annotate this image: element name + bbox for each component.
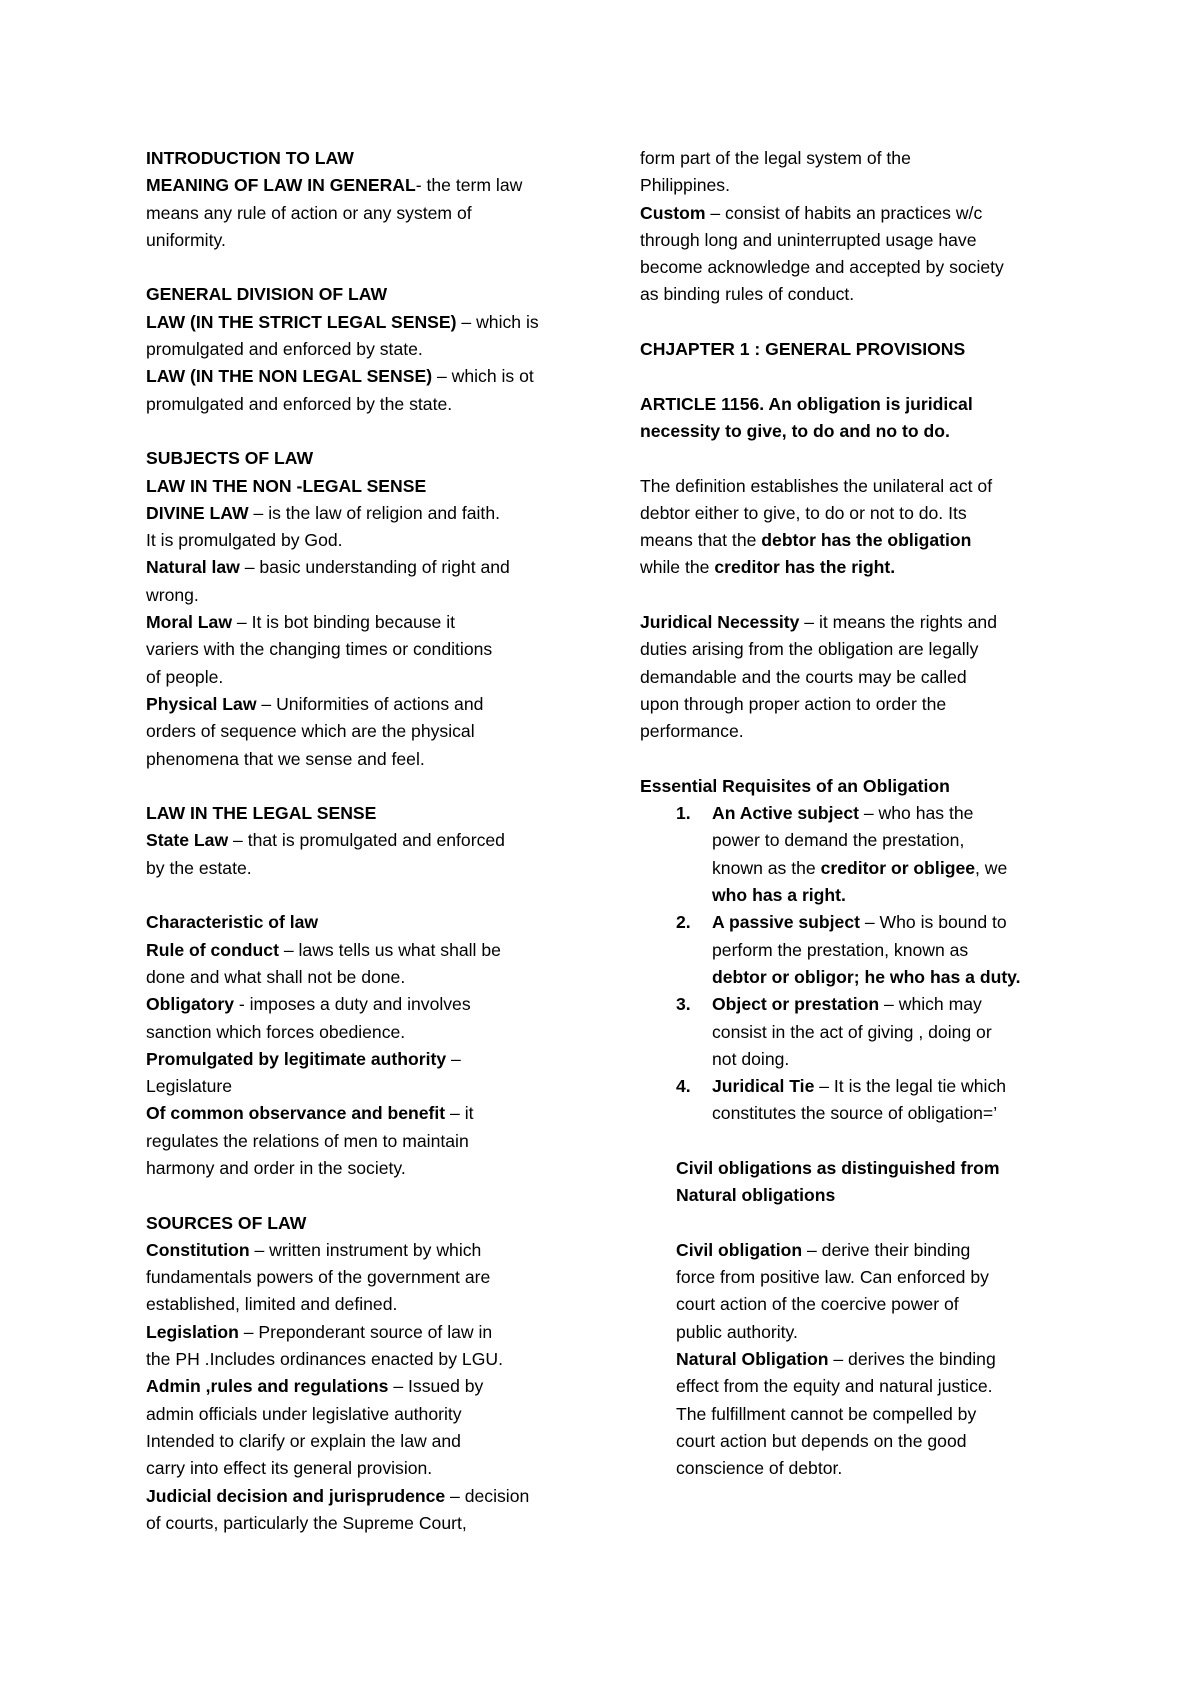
state-line-1	[146, 827, 586, 854]
civil-term: Civil obligation	[676, 1239, 803, 1260]
civil-line-1	[676, 1237, 1080, 1264]
continuation-line-1: form part of the legal system of the	[640, 148, 911, 168]
spacer	[146, 882, 586, 909]
custom-line-3: become acknowledge and accepted by society	[640, 257, 1004, 278]
physical-term: Physical Law	[146, 693, 257, 714]
requisite-line: consist in the act of giving , doing or	[712, 1021, 992, 1042]
legal-sense-title: LAW IN THE LEGAL SENSE	[146, 803, 377, 824]
spacer	[640, 1128, 1080, 1155]
judicial-term: Judicial decision and jurisprudence	[146, 1485, 446, 1506]
common-term: Of common observance and benefit	[146, 1103, 446, 1124]
physical-text: – Uniformities of actions and	[256, 693, 484, 714]
moral-text: – It is bot binding because it	[232, 612, 456, 633]
civil-line-3: court action of the coercive power of	[676, 1294, 959, 1315]
characteristic-title: Characteristic of law	[146, 912, 319, 933]
definition-text: means that the	[640, 530, 762, 551]
natural-obligation-line-3: The fulfillment cannot be compelled by	[676, 1403, 977, 1424]
requisite-line	[712, 800, 1080, 827]
requisite-line: debtor or obligor; he who has a duty.	[712, 966, 1021, 987]
admin-line-4: carry into effect its general provision.	[146, 1458, 433, 1479]
strict-text: – which is	[456, 311, 539, 332]
requisites-title: Essential Requisites of an Obligation	[640, 775, 950, 796]
natural-term: Natural law	[146, 557, 240, 578]
common-line-1	[146, 1100, 586, 1127]
physical-line-1	[146, 691, 586, 718]
moral-term: Moral Law	[146, 612, 233, 633]
natural-text: – basic understanding of right and	[239, 557, 510, 578]
general-division-title: GENERAL DIVISION OF LAW	[146, 284, 388, 305]
natural-obligation-text: – derives the binding	[828, 1349, 996, 1370]
state-term: State Law	[146, 830, 229, 851]
moral-line-2: variers with the changing times or conditions	[146, 639, 493, 660]
requisite-term: Juridical Tie	[712, 1076, 815, 1097]
spacer	[146, 773, 586, 800]
requisite-text: known as the	[712, 857, 821, 878]
moral-line-1	[146, 609, 586, 636]
obligation-types-block	[640, 1155, 1080, 1483]
requisite-text: – which may	[879, 994, 982, 1015]
admin-term: Admin ,rules and regulations	[146, 1376, 389, 1397]
divine-line-1	[146, 500, 586, 527]
requisite-text: – Who is bound to	[859, 912, 1007, 933]
conduct-line-1	[146, 937, 586, 964]
promulgated-line-1	[146, 1046, 586, 1073]
meaning-line-1	[146, 172, 586, 199]
civil-vs-natural-line-1: Civil obligations as distinguished from	[676, 1157, 1000, 1178]
list-number: 3.	[676, 994, 691, 1015]
custom-text: – consist of habits an practices w/c	[705, 202, 983, 223]
definition-line-3	[640, 527, 1080, 554]
admin-line-2: admin officials under legislative authority	[146, 1403, 462, 1424]
continuation-line-2: Philippines.	[640, 175, 730, 196]
definition-emphasis: creditor has the right.	[714, 557, 896, 578]
nonlegal-line-2: promulgated and enforced by the state.	[146, 393, 453, 414]
civil-line-2: force from positive law. Can enforced by	[676, 1267, 989, 1288]
meaning-text: - the term law	[415, 175, 523, 196]
juridical-text: – it means the rights and	[799, 612, 997, 633]
juridical-line-5: performance.	[640, 721, 744, 742]
natural-obligation-term: Natural Obligation	[676, 1349, 829, 1370]
nonlegal-term: LAW (IN THE NON LEGAL SENSE)	[146, 366, 433, 387]
divine-line-2: It is promulgated by God.	[146, 530, 343, 551]
natural-line-2: wrong.	[146, 584, 199, 605]
custom-term: Custom	[640, 202, 706, 223]
right-column	[640, 145, 1080, 1483]
requisite-text: – It is the legal tie which	[814, 1076, 1007, 1097]
definition-emphasis: debtor has the obligation	[761, 530, 972, 551]
moral-line-3: of people.	[146, 666, 224, 687]
natural-obligation-line-4: court action but depends on the good	[676, 1430, 967, 1451]
common-line-2: regulates the relations of men to maintain	[146, 1130, 469, 1151]
legislation-term: Legislation	[146, 1321, 239, 1342]
strict-term: LAW (IN THE STRICT LEGAL SENSE)	[146, 311, 457, 332]
divine-term: DIVINE LAW	[146, 502, 249, 523]
promulgated-line-2: Legislature	[146, 1076, 233, 1097]
civil-vs-natural-line-2: Natural obligations	[676, 1185, 836, 1206]
non-legal-sense-title: LAW IN THE NON -LEGAL SENSE	[146, 475, 427, 496]
admin-line-1	[146, 1373, 586, 1400]
conduct-text: – laws tells us what shall be	[278, 939, 501, 960]
spacer	[640, 309, 1080, 336]
definition-text: while the	[640, 557, 715, 578]
natural-obligation-line-2: effect from the equity and natural justice.	[676, 1376, 993, 1397]
admin-text: – Issued by	[388, 1376, 484, 1397]
natural-obligation-line-1	[676, 1346, 1080, 1373]
requisite-item-1	[640, 800, 1080, 909]
judicial-line-2: of courts, particularly the Supreme Court,	[146, 1512, 467, 1533]
nonlegal-text: – which is ot	[432, 366, 534, 387]
common-text: – it	[445, 1103, 474, 1124]
juridical-line-1	[640, 609, 1080, 636]
custom-line-1	[640, 200, 1080, 227]
juridical-term: Juridical Necessity	[640, 612, 800, 633]
requisite-item-4	[640, 1073, 1080, 1128]
spacer	[640, 363, 1080, 390]
meaning-line-3: uniformity.	[146, 229, 226, 250]
strict-line-2: promulgated and enforced by state.	[146, 339, 423, 360]
civil-text: – derive their binding	[802, 1239, 971, 1260]
state-text: – that is promulgated and enforced	[228, 830, 505, 851]
intro-title: INTRODUCTION TO LAW	[146, 148, 354, 168]
natural-line-1	[146, 554, 586, 581]
strict-line-1	[146, 309, 586, 336]
spacer	[640, 746, 1080, 773]
juridical-line-3: demandable and the courts may be called	[640, 666, 967, 687]
constitution-term: Constitution	[146, 1239, 250, 1260]
promulgated-term: Promulgated by legitimate authority	[146, 1048, 447, 1069]
left-column	[146, 145, 586, 1537]
spacer	[676, 1210, 1080, 1237]
judicial-text: – decision	[445, 1485, 530, 1506]
requisite-line	[712, 1073, 1080, 1100]
juridical-line-2: duties arising from the obligation are legally	[640, 639, 979, 660]
subjects-title: SUBJECTS OF LAW	[146, 448, 314, 469]
spacer	[146, 1182, 586, 1209]
juridical-line-4: upon through proper action to order the	[640, 693, 947, 714]
custom-line-2: through long and uninterrupted usage have	[640, 229, 977, 250]
requisite-line: power to demand the prestation,	[712, 830, 965, 851]
obligatory-term: Obligatory	[146, 994, 234, 1015]
promulgated-text: –	[446, 1048, 461, 1069]
requisite-item-3	[640, 991, 1080, 1073]
common-line-3: harmony and order in the society.	[146, 1157, 406, 1178]
chapter-title: CHJAPTER 1 : GENERAL PROVISIONS	[640, 339, 966, 360]
natural-obligation-line-5: conscience of debtor.	[676, 1458, 843, 1479]
judicial-line-1	[146, 1483, 586, 1510]
conduct-term: Rule of conduct	[146, 939, 279, 960]
obligatory-line-1	[146, 991, 586, 1018]
spacer	[640, 445, 1080, 472]
definition-line-1: The definition establishes the unilateral act of	[640, 475, 993, 496]
constitution-line-2: fundamentals powers of the government are	[146, 1267, 491, 1288]
custom-line-4: as binding rules of conduct.	[640, 284, 855, 305]
nonlegal-line-1	[146, 363, 586, 390]
spacer	[146, 254, 586, 281]
meaning-line-2: means any rule of action or any system of	[146, 202, 472, 223]
requisite-line	[712, 991, 1080, 1018]
requisite-line: perform the prestation, known as	[712, 939, 969, 960]
sources-title: SOURCES OF LAW	[146, 1212, 307, 1233]
requisite-term: Object or prestation	[712, 994, 880, 1015]
constitution-text: – written instrument by which	[249, 1239, 482, 1260]
requisite-emphasis: creditor or obligee	[820, 857, 976, 878]
article-line-1: ARTICLE 1156. An obligation is juridical	[640, 393, 973, 414]
civil-line-4: public authority.	[676, 1321, 798, 1342]
obligatory-text: - imposes a duty and involves	[233, 994, 471, 1015]
article-line-2: necessity to give, to do and no to do.	[640, 420, 950, 441]
list-number: 2.	[676, 912, 691, 933]
requisite-text: , we	[975, 857, 1008, 878]
list-number: 1.	[676, 803, 691, 824]
definition-line-2: debtor either to give, to do or not to do. Its	[640, 502, 967, 523]
legislation-line-1	[146, 1319, 586, 1346]
legislation-line-2: the PH .Includes ordinances enacted by LGU.	[146, 1349, 503, 1370]
requisite-line: constitutes the source of obligation=’	[712, 1103, 998, 1124]
requisite-term: A passive subject	[712, 912, 860, 933]
legislation-text: – Preponderant source of law in	[238, 1321, 493, 1342]
state-line-2: by the estate.	[146, 857, 252, 878]
requisite-line	[712, 909, 1080, 936]
spacer	[640, 582, 1080, 609]
requisite-text: – who has the	[858, 803, 974, 824]
requisite-term: An Active subject	[712, 803, 859, 824]
requisite-line	[712, 855, 1080, 882]
conduct-line-2: done and what shall not be done.	[146, 966, 406, 987]
physical-line-2: orders of sequence which are the physical	[146, 721, 475, 742]
constitution-line-1	[146, 1237, 586, 1264]
definition-line-4	[640, 554, 1080, 581]
list-number: 4.	[676, 1076, 691, 1097]
requisite-line: not doing.	[712, 1048, 790, 1069]
admin-line-3: Intended to clarify or explain the law and	[146, 1430, 461, 1451]
requisite-item-2	[640, 909, 1080, 991]
obligatory-line-2: sanction which forces obedience.	[146, 1021, 406, 1042]
requisite-line: who has a right.	[712, 885, 846, 906]
spacer	[146, 418, 586, 445]
divine-text: – is the law of religion and faith.	[248, 502, 500, 523]
meaning-term: MEANING OF LAW IN GENERAL	[146, 175, 416, 196]
physical-line-3: phenomena that we sense and feel.	[146, 748, 425, 769]
constitution-line-3: established, limited and defined.	[146, 1294, 398, 1315]
